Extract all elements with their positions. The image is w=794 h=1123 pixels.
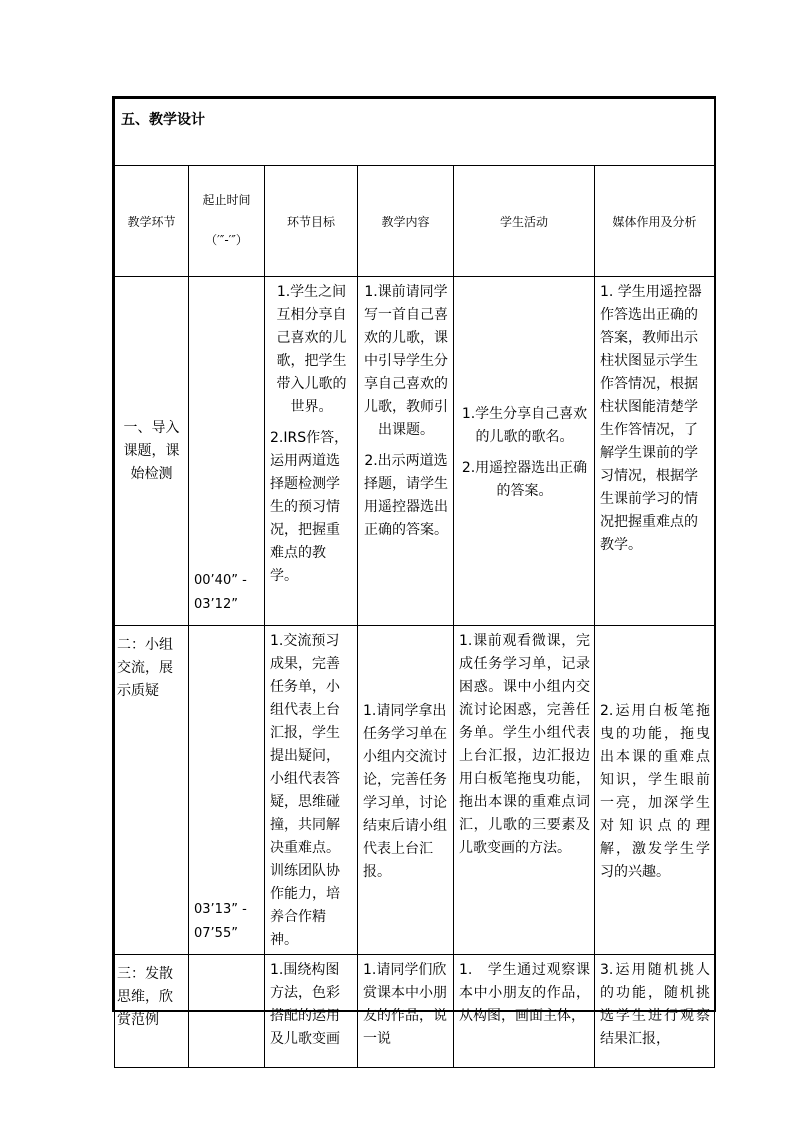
activity-paragraph: 2.用遥控器选出正确的答案。 bbox=[461, 460, 588, 499]
activity-paragraph: 1.学生分享自己喜欢的儿歌的歌名。 bbox=[461, 406, 588, 445]
header-time-line2: （′″-′″） bbox=[205, 233, 248, 247]
media-paragraph: 2.运用白板笔拖曳的功能，拖曳出本课的重难点知识，学生眼前一亮，加深学生对知识点的理解，激发学生学习的兴趣。 bbox=[600, 703, 711, 880]
header-row bbox=[115, 166, 715, 277]
media-paragraph: 3.运用随机挑人的功能，随机挑选学生进行观察结果汇报， bbox=[600, 962, 711, 1047]
activity-paragraph: 1. 学生通过观察课本中小朋友的作品，从构图，画面主体， bbox=[459, 962, 590, 1024]
activity-cell bbox=[454, 955, 595, 1068]
goal-cell bbox=[265, 626, 358, 955]
header-goal: 环节目标 bbox=[265, 166, 358, 277]
header-time-line1: 起止时间 bbox=[202, 193, 251, 207]
stage-cell: 一、导入课题，课始检测 bbox=[115, 277, 189, 626]
header-activity: 学生活动 bbox=[454, 166, 595, 277]
content-paragraph: 1.课前请同学写一首自己喜欢的儿歌，课中引导学生分享自己喜欢的儿歌，教师引出课题。 bbox=[364, 284, 448, 438]
section-title: 五、教学设计 bbox=[115, 99, 715, 166]
goal-paragraph: 1.围绕构图方法，色彩搭配的运用及儿歌变画 bbox=[270, 962, 340, 1047]
goal-paragraph: 2.IRS作答，运用两道选择题检测学生的预习情况，把握重难点的教学。 bbox=[270, 430, 349, 584]
goal-paragraph: 1.交流预习成果，完善任务单，小组代表上台汇报，学生提出疑问，小组代表答疑，思维碰撞，共同解决重难点。训练团队协作能力，培养合作精神。 bbox=[270, 633, 340, 948]
table-row bbox=[115, 277, 715, 626]
time-cell bbox=[189, 955, 265, 1068]
header-content: 教学内容 bbox=[358, 166, 454, 277]
goal-cell bbox=[265, 277, 358, 626]
media-cell bbox=[595, 277, 715, 626]
table-row bbox=[115, 626, 715, 955]
time-cell: 03’13” - 07’55” bbox=[189, 626, 265, 955]
header-media: 媒体作用及分析 bbox=[595, 166, 715, 277]
teaching-design-table bbox=[114, 98, 715, 1068]
time-cell: 00’40” - 03’12” bbox=[189, 277, 265, 626]
header-time bbox=[189, 166, 265, 277]
content-cell bbox=[358, 955, 454, 1068]
stage-cell: 三：发散思维，欣赏范例 bbox=[115, 955, 189, 1068]
content-paragraph: 1.请同学们欣赏课本中小朋友的作品，说一说 bbox=[363, 962, 447, 1047]
table-row bbox=[115, 955, 715, 1068]
activity-paragraph: 1.课前观看微课，完成任务学习单，记录困惑。课中小组内交流讨论困惑，完善任务单。学生小组代表上台汇报，边汇报边用白板笔拖曳功能，拖出本课的重难点词汇，儿歌的三要素及儿歌变画的方法。 bbox=[459, 633, 590, 856]
teaching-design-sheet bbox=[112, 96, 716, 1047]
stage-cell: 二：小组交流，展示质疑 bbox=[115, 626, 189, 955]
content-paragraph: 2.出示两道选择题，请学生用遥控器选出正确的答案。 bbox=[364, 453, 448, 538]
content-cell bbox=[358, 277, 454, 626]
goal-paragraph: 1.学生之间互相分享自己喜欢的儿歌，把学生带入儿歌的世界。 bbox=[276, 284, 347, 415]
content-paragraph: 1.请同学拿出任务学习单在小组内交流讨论，完善任务学习单，讨论结束后请小组代表上台汇报。 bbox=[363, 703, 447, 880]
goal-cell bbox=[265, 955, 358, 1068]
content-cell bbox=[358, 626, 454, 955]
media-paragraph: 1. 学生用遥控器作答选出正确的答案，教师出示柱状图显示学生作答情况，根据柱状图能清楚学生作答情况，了解学生课前的学习情况，根据学生课前学习的情况把握重难点的教学。 bbox=[600, 284, 702, 553]
activity-cell bbox=[454, 277, 595, 626]
header-stage: 教学环节 bbox=[115, 166, 189, 277]
media-cell bbox=[595, 626, 715, 955]
media-cell bbox=[595, 955, 715, 1068]
activity-cell bbox=[454, 626, 595, 955]
